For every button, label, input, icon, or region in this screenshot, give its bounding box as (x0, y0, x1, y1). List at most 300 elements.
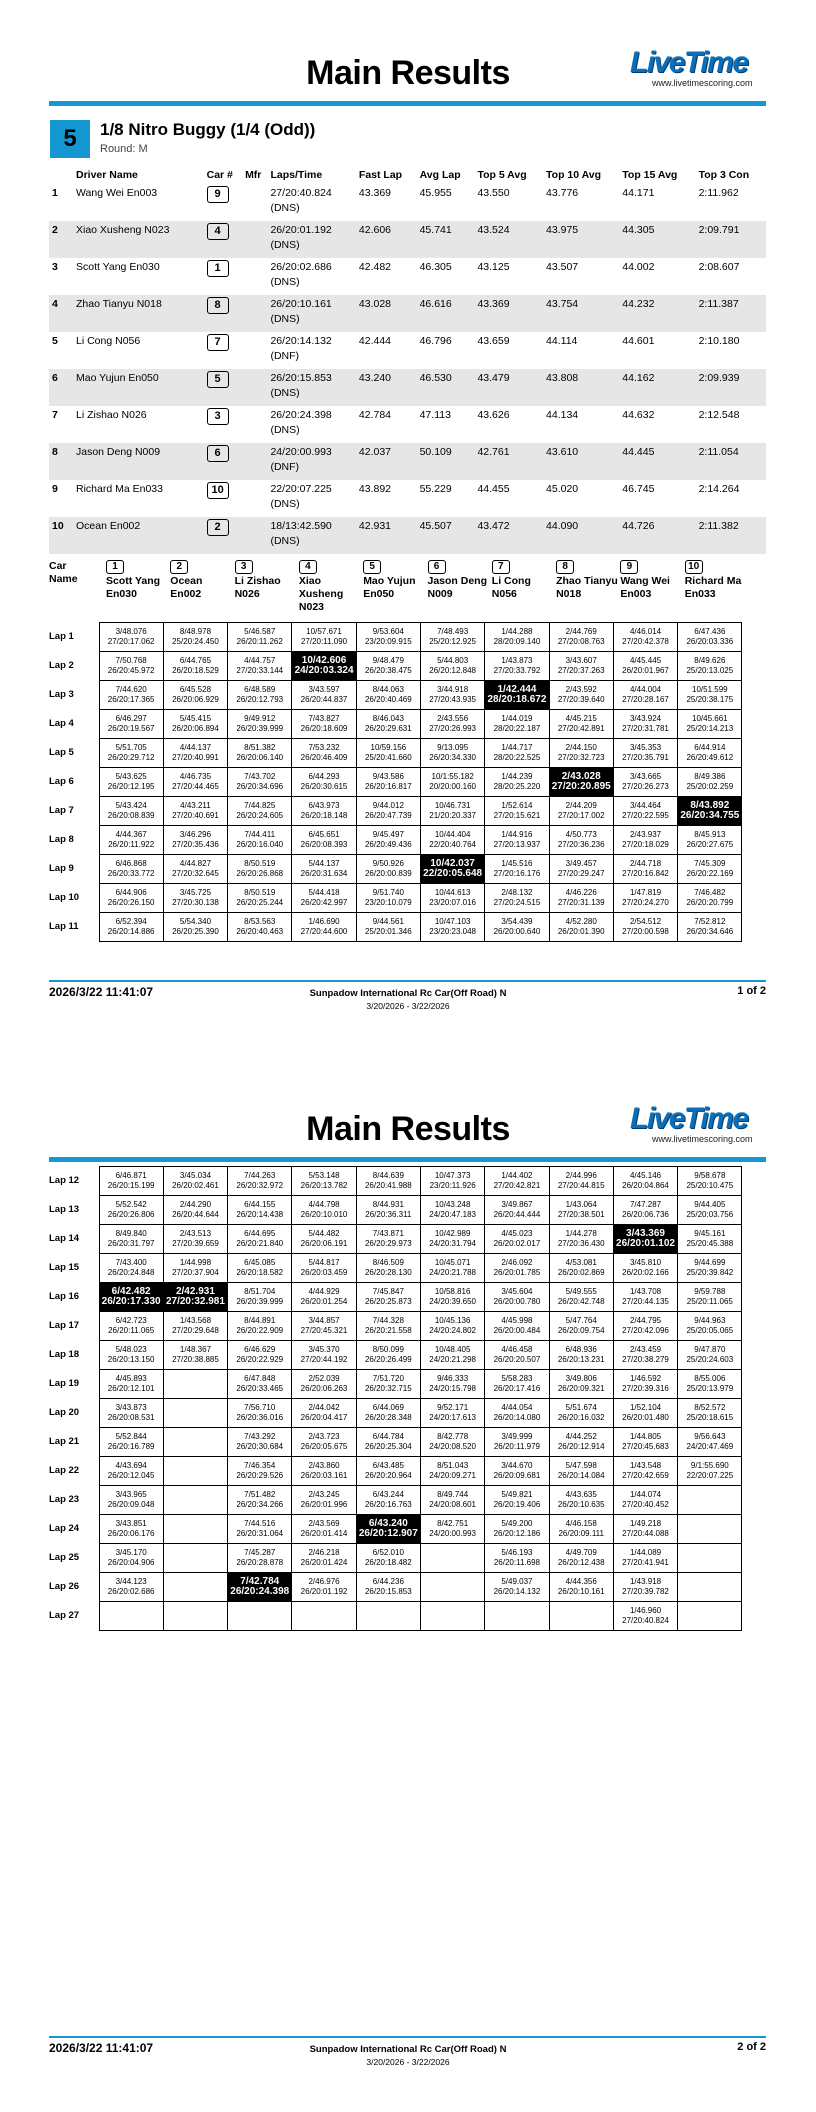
car-number-badge: 4 (299, 560, 317, 574)
lap-cell: 1/43.548 27/20:42.659 (613, 1457, 677, 1486)
lap-cell: 4/44.827 27/20:32.645 (163, 855, 227, 884)
fast-lap: 42.606 (356, 221, 417, 258)
lap-cell: 3/45.170 26/20:04.906 (99, 1544, 163, 1573)
lap-cell: 4/44.004 27/20:28.167 (613, 681, 677, 710)
car-number-badge: 7 (492, 560, 510, 574)
lap-cell: 9/59.788 25/20:11.065 (678, 1283, 742, 1312)
result-row (49, 406, 766, 443)
lap-cell: 9/53.604 23/20:09.915 (356, 623, 420, 652)
lap-cell: 5/44.482 26/20:06.191 (292, 1225, 356, 1254)
lap-cell: 4/43.694 26/20:12.045 (99, 1457, 163, 1486)
result-position: 8 (49, 443, 73, 480)
header-divider (49, 1157, 766, 1162)
lap-cell (163, 1515, 227, 1544)
lap-cell: 2/43.513 27/20:39.659 (163, 1225, 227, 1254)
lap-cell (420, 1544, 484, 1573)
lap-cell: 6/45.085 26/20:18.582 (228, 1254, 292, 1283)
top10-avg: 43.776 (546, 187, 579, 199)
lap-row (49, 768, 742, 797)
top15-avg: 44.726 (619, 517, 695, 554)
lap-cell-best: 10/42.606 24/20:03.324 (292, 652, 356, 681)
lap-cell: 1/43.873 27/20:33.792 (485, 652, 549, 681)
lap-chart-driver-col (685, 560, 749, 601)
lap-label: Lap 22 (49, 1465, 80, 1476)
lap-chart-driver-col (235, 560, 299, 601)
lap-cell: 3/45.353 27/20:35.791 (613, 739, 677, 768)
lap-row (49, 1428, 742, 1457)
lap-cell: 2/43.569 26/20:01.414 (292, 1515, 356, 1544)
driver-name: Jason Deng N009 (427, 575, 488, 600)
lap-cell: 7/44.263 26/20:32.972 (228, 1167, 292, 1196)
lap-cell: 4/46.014 27/20:42.378 (613, 623, 677, 652)
results-header-row (49, 166, 766, 184)
lap-cell: 2/48.132 27/20:24.515 (485, 884, 549, 913)
lap-cell: 2/43.556 27/20:26.993 (420, 710, 484, 739)
lap-label: Lap 10 (49, 892, 80, 903)
car-number-badge: 6 (207, 445, 229, 462)
lap-chart-table (49, 622, 742, 942)
car-number-badge: 1 (106, 560, 124, 574)
lap-cell (292, 1602, 356, 1631)
manufacturer (242, 221, 267, 258)
lap-cell: 9/50.926 26/20:00.839 (356, 855, 420, 884)
driver-name: Wang Wei En003 (76, 187, 158, 199)
top10-avg: 44.090 (543, 517, 619, 554)
lap-cell: 7/52.812 26/20:34.646 (678, 913, 742, 942)
lap-cell (678, 1515, 742, 1544)
lap-cell: 10/43.248 24/20:47.183 (420, 1196, 484, 1225)
lap-cell: 4/43.635 26/20:10.635 (549, 1486, 613, 1515)
car-number-badge: 5 (207, 371, 229, 388)
lap-cell: 2/54.512 27/20:00.598 (613, 913, 677, 942)
car-number-badge: 3 (207, 408, 229, 425)
lap-cell: 2/44.290 26/20:44.644 (163, 1196, 227, 1225)
manufacturer (242, 295, 267, 332)
lap-cell: 1/43.064 27/20:38.501 (549, 1196, 613, 1225)
lap-cell: 5/49.555 26/20:42.748 (549, 1283, 613, 1312)
lap-cell: 5/47.764 26/20:09.754 (549, 1312, 613, 1341)
lap-cell: 1/44.019 28/20:22.187 (485, 710, 549, 739)
lap-cell-best: 2/43.028 27/20:20.895 (549, 768, 613, 797)
lap-cell: 6/47.848 26/20:33.465 (228, 1370, 292, 1399)
lap-cell: 1/46.960 27/20:40.824 (613, 1602, 677, 1631)
lap-cell: 3/45.810 26/20:02.166 (613, 1254, 677, 1283)
lap-cell: 10/44.404 22/20:40.764 (420, 826, 484, 855)
lap-cell: 3/49.999 26/20:11.979 (485, 1428, 549, 1457)
lap-cell: 3/43.597 26/20:44.837 (292, 681, 356, 710)
lap-row (49, 1486, 742, 1515)
lap-cell: 3/49.457 27/20:29.247 (549, 855, 613, 884)
lap-cell: 4/46.158 26/20:09.111 (549, 1515, 613, 1544)
lap-cell: 2/44.150 27/20:32.723 (549, 739, 613, 768)
lap-cell: 3/43.924 27/20:31.781 (613, 710, 677, 739)
lap-cell: 4/44.757 27/20:33.144 (228, 652, 292, 681)
lap-cell: 1/43.708 27/20:44.135 (613, 1283, 677, 1312)
lap-label: Lap 23 (49, 1494, 80, 1505)
lap-label: Lap 18 (49, 1349, 80, 1360)
lap-cell: 6/46.297 26/20:19.567 (99, 710, 163, 739)
lap-cell: 6/44.695 26/20:21.840 (228, 1225, 292, 1254)
lap-row (49, 884, 742, 913)
top10-avg: 43.610 (543, 443, 619, 480)
car-number (204, 332, 242, 369)
lap-row (49, 1225, 742, 1254)
top10-avg: 44.114 (546, 335, 578, 347)
top10-avg: 44.134 (546, 409, 579, 421)
lap-cell (163, 1457, 227, 1486)
laps-time: 26/20:14.132 (DNF) (270, 335, 332, 362)
lap-cell: 2/46.218 26/20:01.424 (292, 1544, 356, 1573)
lap-cell: 3/43.665 27/20:26.273 (613, 768, 677, 797)
driver-name: Li Zishao N026 (76, 409, 147, 421)
lap-cell: 5/54.340 26/20:25.390 (163, 913, 227, 942)
footer-venue: Sunpadow International Rc Car(Off Road) N 3/20/2026 - 3/22/2026 (309, 988, 507, 1011)
lap-cell: 2/43.860 26/20:03.161 (292, 1457, 356, 1486)
driver-name: Ocean En002 (170, 575, 203, 600)
lap-cell: 3/45.725 27/20:30.138 (163, 884, 227, 913)
result-position: 1 (52, 187, 58, 199)
lap-label: Lap 11 (49, 921, 79, 932)
top10-avg: 45.020 (546, 483, 579, 495)
lap-cell: 2/44.996 27/20:44.815 (549, 1167, 613, 1196)
top3-con: 2:08.607 (698, 261, 740, 273)
lap-cell: 6/44.155 26/20:14.438 (228, 1196, 292, 1225)
lap-row (49, 1370, 742, 1399)
lap-cell: 1/47.819 27/20:24.270 (613, 884, 677, 913)
lap-cell: 4/44.929 26/20:01.254 (292, 1283, 356, 1312)
lap-cell: 9/56.643 24/20:47.469 (678, 1428, 742, 1457)
col-top15: Top 15 Avg (622, 169, 678, 181)
lap-cell: 5/47.598 26/20:14.084 (549, 1457, 613, 1486)
laps-time: 26/20:24.398 (DNS) (270, 409, 332, 436)
event-number-badge: 5 (50, 120, 90, 158)
car-number (204, 406, 242, 443)
lap-cell: 2/46.092 26/20:01.785 (485, 1254, 549, 1283)
lap-cell: 7/43.400 26/20:24.848 (99, 1254, 163, 1283)
lap-cell: 1/43.918 27/20:39.782 (613, 1573, 677, 1602)
driver-name: Wang Wei En003 (620, 575, 670, 600)
top3-con: 2:11.054 (696, 443, 766, 480)
col-driver: Driver Name (76, 169, 138, 181)
lap-cell-best: 8/43.892 26/20:34.755 (678, 797, 742, 826)
lap-cell (420, 1602, 484, 1631)
lap-cell-best: 7/42.784 26/20:24.398 (228, 1573, 292, 1602)
lap-cell (163, 1602, 227, 1631)
top3-con: 2:11.387 (696, 295, 766, 332)
lap-cell: 8/46.509 26/20:28.130 (356, 1254, 420, 1283)
top10-avg: 43.808 (543, 369, 619, 406)
driver-name: Li Zishao N026 (234, 575, 281, 600)
lap-cell: 3/43.851 26/20:06.176 (99, 1515, 163, 1544)
top10-avg: 43.507 (546, 261, 579, 273)
lap-cell: 9/43.586 26/20:16.817 (356, 768, 420, 797)
top10-avg: 43.754 (543, 295, 619, 332)
lap-cell: 9/51.740 23/20:10.079 (356, 884, 420, 913)
lap-row (49, 826, 742, 855)
lap-cell: 8/45.913 26/20:27.675 (678, 826, 742, 855)
laps-time: 26/20:02.686 (DNS) (270, 261, 332, 288)
lap-cell: 9/47.870 25/20:24.603 (678, 1341, 742, 1370)
result-position: 6 (49, 369, 73, 406)
avg-lap: 47.113 (419, 409, 451, 421)
driver-name: Xiao Xusheng N023 (73, 221, 204, 258)
driver-name: Ocean En002 (73, 517, 204, 554)
manufacturer (242, 517, 267, 554)
laps-time: 27/20:40.824 (DNS) (270, 187, 332, 214)
lap-cell: 6/45.528 26/20:06.929 (163, 681, 227, 710)
lap-cell: 1/44.089 27/20:41.941 (613, 1544, 677, 1573)
lap-cell: 3/54.439 26/20:00.640 (485, 913, 549, 942)
lap-cell-best: 2/42.931 27/20:32.981 (163, 1283, 227, 1312)
lap-row (49, 681, 742, 710)
lap-chart-driver-col (363, 560, 427, 601)
lap-cell: 6/44.236 26/20:15.853 (356, 1573, 420, 1602)
lap-cell: 3/45.370 27/20:44.192 (292, 1341, 356, 1370)
col-top5: Top 5 Avg (477, 169, 527, 181)
lap-cell: 4/49.709 26/20:12.438 (549, 1544, 613, 1573)
lap-cell: 6/47.436 26/20:03.336 (678, 623, 742, 652)
col-pos (49, 166, 73, 184)
lap-cell: 10/58.816 24/20:39.650 (420, 1283, 484, 1312)
lap-cell: 1/44.805 27/20:45.683 (613, 1428, 677, 1457)
laps-time: 18/13:42.590 (DNS) (267, 517, 355, 554)
lap-label: Lap 13 (49, 1204, 80, 1215)
lap-cell: 4/45.023 26/20:02.017 (485, 1225, 549, 1254)
car-number-badge: 1 (207, 260, 229, 277)
lap-row (49, 1196, 742, 1225)
lap-cell: 3/44.670 26/20:09.681 (485, 1457, 549, 1486)
lap-row (49, 1312, 742, 1341)
lap-cell: 10/59.156 25/20:41.660 (356, 739, 420, 768)
top5-avg: 43.479 (474, 369, 543, 406)
lap-label: Lap 4 (49, 718, 74, 729)
lap-label: Lap 15 (49, 1262, 80, 1273)
lap-cell: 4/45.146 26/20:04.864 (613, 1167, 677, 1196)
lap-row (49, 1515, 742, 1544)
lap-cell-best: 6/43.240 26/20:12.907 (356, 1515, 420, 1544)
lap-cell: 3/46.296 27/20:35.436 (163, 826, 227, 855)
lap-cell: 8/49.386 25/20:02.259 (678, 768, 742, 797)
car-number (204, 295, 242, 332)
lap-cell: 5/44.418 26/20:42.997 (292, 884, 356, 913)
lap-label: Lap 6 (49, 776, 74, 787)
lap-cell: 5/52.844 26/20:16.789 (99, 1428, 163, 1457)
lap-cell: 6/44.069 26/20:28.348 (356, 1399, 420, 1428)
manufacturer (242, 369, 267, 406)
driver-name: Li Cong N056 (491, 575, 531, 600)
result-row (49, 369, 766, 406)
lap-cell: 8/53.563 26/20:40.463 (228, 913, 292, 942)
lap-row (49, 797, 742, 826)
top5-avg: 42.761 (474, 443, 543, 480)
lap-label: Lap 5 (49, 747, 74, 758)
lap-cell: 1/43.568 27/20:29.648 (163, 1312, 227, 1341)
lap-cell: 5/46.193 26/20:11.698 (485, 1544, 549, 1573)
lap-cell: 2/44.769 27/20:08.763 (549, 623, 613, 652)
result-position: 7 (52, 409, 58, 421)
lap-chart-driver-col (299, 560, 363, 614)
lap-row (49, 1399, 742, 1428)
lap-label: Lap 8 (49, 834, 74, 845)
laps-time: 22/20:07.225 (DNS) (270, 483, 332, 510)
lap-cell: 8/44.639 26/20:41.988 (356, 1167, 420, 1196)
lap-cell: 5/48.023 26/20:13.150 (99, 1341, 163, 1370)
lap-cell: 7/44.620 26/20:17.365 (99, 681, 163, 710)
lap-cell (678, 1573, 742, 1602)
lap-cell: 10/1:55.182 20/20:00.160 (420, 768, 484, 797)
lap-cell (678, 1486, 742, 1515)
lap-cell: 10/48.405 24/20:21.298 (420, 1341, 484, 1370)
lap-row (49, 710, 742, 739)
lap-cell: 1/44.239 28/20:25.220 (485, 768, 549, 797)
lap-cell: 9/1:55.690 22/20:07.225 (678, 1457, 742, 1486)
lap-cell: 4/45.215 27/20:42.891 (549, 710, 613, 739)
lap-cell: 5/49.200 26/20:12.186 (485, 1515, 549, 1544)
lap-cell: 8/51.043 24/20:09.271 (420, 1457, 484, 1486)
lap-cell: 3/49.867 26/20:44.444 (485, 1196, 549, 1225)
lap-cell: 1/48.367 27/20:38.885 (163, 1341, 227, 1370)
top5-avg: 43.125 (477, 261, 510, 273)
lap-cell: 5/52.542 26/20:26.806 (99, 1196, 163, 1225)
lap-label: Lap 7 (49, 805, 74, 816)
lap-cell: 8/55.006 25/20:13.979 (678, 1370, 742, 1399)
top15-avg: 44.305 (619, 221, 695, 258)
lap-cell: 10/44.613 23/20:07.016 (420, 884, 484, 913)
lap-cell: 8/50.519 26/20:26.868 (228, 855, 292, 884)
lap-cell: 10/47.373 23/20:11.926 (420, 1167, 484, 1196)
lap-row (49, 1573, 742, 1602)
avg-lap: 50.109 (417, 443, 475, 480)
car-number (204, 443, 242, 480)
lap-cell: 3/49.806 26/20:09.321 (549, 1370, 613, 1399)
lap-cell (485, 1602, 549, 1631)
lap-label: Lap 17 (49, 1320, 80, 1331)
lap-cell: 9/44.963 25/20:05.065 (678, 1312, 742, 1341)
result-row (49, 443, 766, 480)
lap-cell-best: 6/42.482 26/20:17.330 (99, 1283, 163, 1312)
lap-cell: 9/49.912 26/20:39.999 (228, 710, 292, 739)
lap-chart-driver-col (106, 560, 170, 601)
lap-cell: 5/44.817 26/20:03.459 (292, 1254, 356, 1283)
lap-cell (163, 1370, 227, 1399)
lap-row (49, 1283, 742, 1312)
avg-lap: 46.305 (419, 261, 452, 273)
lap-label: Lap 16 (49, 1291, 80, 1302)
lap-cell: 2/44.209 27/20:17.002 (549, 797, 613, 826)
col-top10: Top 10 Avg (546, 169, 602, 181)
lap-cell: 6/43.485 26/20:20.964 (356, 1457, 420, 1486)
lap-cell: 10/57.671 27/20:11.090 (292, 623, 356, 652)
lap-cell: 6/52.010 26/20:18.482 (356, 1544, 420, 1573)
results-table (49, 166, 766, 554)
top15-avg: 44.171 (622, 187, 655, 199)
avg-lap: 45.741 (417, 221, 475, 258)
lap-cell: 3/44.123 26/20:02.686 (99, 1573, 163, 1602)
lap-cell: 10/45.071 24/20:21.788 (420, 1254, 484, 1283)
lap-cell: 1/44.998 27/20:37.904 (163, 1254, 227, 1283)
fast-lap: 43.892 (358, 483, 392, 495)
lap-cell: 7/44.516 26/20:31.064 (228, 1515, 292, 1544)
lap-cell: 8/51.382 26/20:06.140 (228, 739, 292, 768)
lap-cell: 3/43.965 26/20:09.048 (99, 1486, 163, 1515)
result-row (49, 517, 766, 554)
lap-cell: 7/48.493 25/20:12.925 (420, 623, 484, 652)
lap-cell: 6/44.293 26/20:30.615 (292, 768, 356, 797)
lap-cell: 5/58.283 26/20:17.416 (485, 1370, 549, 1399)
lap-cell: 4/46.226 27/20:31.139 (549, 884, 613, 913)
car-number-badge: 9 (620, 560, 638, 574)
page-2 (0, 1056, 816, 2112)
event-round: Round: M (100, 143, 148, 155)
lap-cell-best: 1/42.444 28/20:18.672 (485, 681, 549, 710)
lap-cell: 10/45.661 25/20:14.213 (678, 710, 742, 739)
lap-label: Lap 21 (49, 1436, 80, 1447)
lap-cell: 7/50.768 26/20:45.972 (99, 652, 163, 681)
avg-lap: 55.229 (419, 483, 452, 495)
lap-cell: 10/45.136 24/20:24.802 (420, 1312, 484, 1341)
lap-cell (163, 1428, 227, 1457)
page-title: Main Results (306, 1110, 510, 1148)
lap-cell: 6/42.723 26/20:11.065 (99, 1312, 163, 1341)
avg-lap: 46.616 (417, 295, 475, 332)
lap-chart-driver-col (428, 560, 492, 601)
driver-name: Scott Yang En030 (76, 261, 160, 273)
lap-chart-driver-col (492, 560, 556, 601)
lap-cell: 9/44.012 26/20:47.739 (356, 797, 420, 826)
laps-time: 26/20:10.161 (DNS) (267, 295, 355, 332)
lap-cell: 6/44.784 26/20:25.304 (356, 1428, 420, 1457)
lap-cell: 1/46.690 27/20:44.600 (292, 913, 356, 942)
lap-cell: 8/44.891 26/20:22.909 (228, 1312, 292, 1341)
lap-label: Lap 3 (49, 689, 74, 700)
lap-cell: 6/48.589 26/20:12.793 (228, 681, 292, 710)
lap-cell: 9/44.405 25/20:03.756 (678, 1196, 742, 1225)
lap-cell (228, 1602, 292, 1631)
lap-cell: 9/58.678 25/20:10.475 (678, 1167, 742, 1196)
laps-time: 26/20:01.192 (DNS) (267, 221, 355, 258)
lap-label: Lap 2 (49, 660, 74, 671)
lap-cell: 7/43.702 26/20:34.696 (228, 768, 292, 797)
lap-cell: 4/44.798 26/20:10.010 (292, 1196, 356, 1225)
lap-cell: 4/44.367 26/20:11.922 (99, 826, 163, 855)
top15-avg: 44.632 (622, 409, 655, 421)
lap-cell: 3/45.034 26/20:02.461 (163, 1167, 227, 1196)
lap-cell (163, 1486, 227, 1515)
lap-cell: 8/44.931 26/20:36.311 (356, 1196, 420, 1225)
driver-name: Zhao Tianyu N018 (556, 575, 618, 600)
car-number (204, 221, 242, 258)
lap-label: Lap 1 (49, 631, 74, 642)
lap-cell: 9/52.171 24/20:17.613 (420, 1399, 484, 1428)
top3-con: 2:11.962 (698, 187, 739, 199)
lap-cell: 4/46.735 27/20:44.465 (163, 768, 227, 797)
lap-cell: 6/44.906 26/20:26.150 (99, 884, 163, 913)
lap-cell: 1/44.074 27/20:40.452 (613, 1486, 677, 1515)
result-row (49, 480, 766, 517)
top15-avg: 44.601 (622, 335, 655, 347)
lap-cell: 2/43.459 27/20:38.279 (613, 1341, 677, 1370)
lap-cell: 4/44.252 26/20:12.914 (549, 1428, 613, 1457)
top3-con: 2:14.264 (698, 483, 740, 495)
top15-avg: 44.232 (619, 295, 695, 332)
lap-cell: 7/56.710 26/20:36.016 (228, 1399, 292, 1428)
lap-cell: 10/47.103 23/20:23.048 (420, 913, 484, 942)
lap-cell (163, 1399, 227, 1428)
lap-cell: 8/46.043 26/20:29.631 (356, 710, 420, 739)
fast-lap: 43.028 (356, 295, 417, 332)
lap-cell (678, 1602, 742, 1631)
car-number (204, 517, 242, 554)
